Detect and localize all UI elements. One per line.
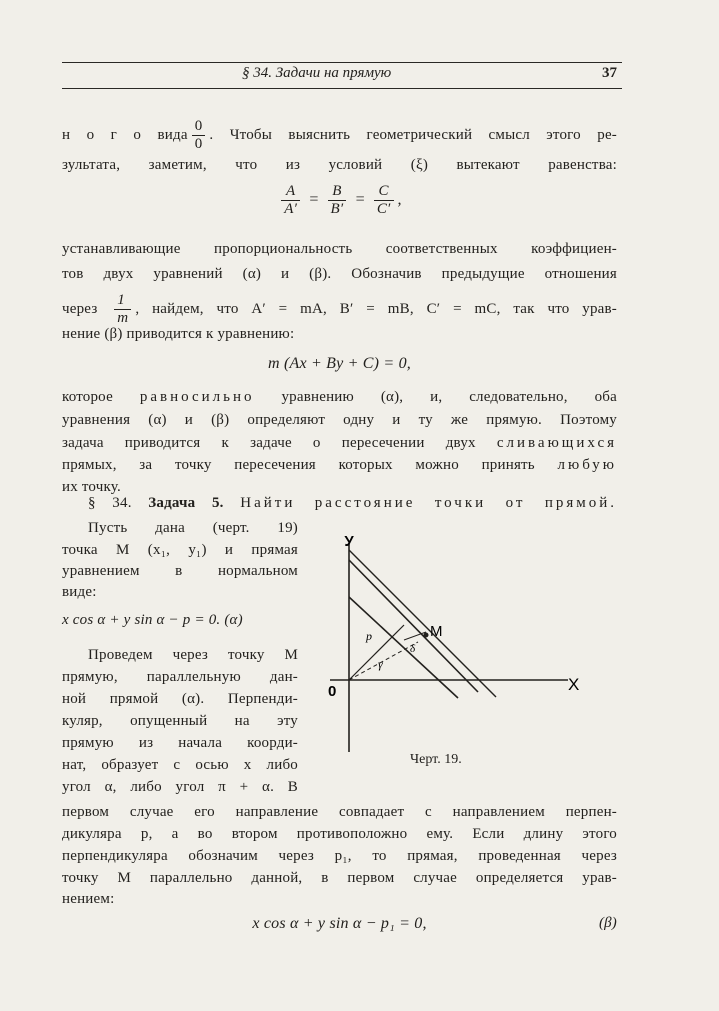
- text-line: их точку.: [62, 479, 121, 495]
- text-line: нение (β) приводится к уравнению:: [62, 326, 295, 342]
- equation-number: (β): [598, 915, 617, 931]
- outer-line: [349, 550, 496, 697]
- label-o: 0: [328, 683, 337, 700]
- equation-beta: x cos α + y sin α − p₁ = 0,: [252, 915, 427, 932]
- text-line: прямых, за точку пересечения которых можно принять любую: [62, 457, 617, 473]
- page-number: 37: [602, 65, 617, 81]
- fraction: $\frac{1}{m}$: [114, 292, 131, 327]
- text-line: задача приводится к задаче о пересечении двух сливающихся: [62, 435, 617, 451]
- text-line: нением:: [62, 891, 115, 907]
- text-line: ной прямой (α). Перпенди-: [62, 691, 298, 707]
- text-line: устанавливающие пропорциональность соответственных коэффициен-: [62, 241, 617, 257]
- label-y: У: [344, 533, 354, 550]
- text-line: дикуляра p, а во втором противоположно ему. Если длину этого: [62, 826, 617, 842]
- equation-m: m (Ax + By + C) = 0,: [267, 355, 412, 372]
- figure-caption: Черт. 19.: [410, 752, 462, 767]
- equation-ratios: $\frac{A}{A'}$ = $\frac{B}{B'}$ = $\frac{C}{C'}$ ,: [62, 183, 617, 218]
- figure-19: [318, 532, 618, 757]
- section-heading: § 34. Задача 5. Найти расстояние точки от прямой.: [88, 495, 618, 511]
- text-line: виде:: [62, 584, 97, 600]
- header-title: § 34. Задачи на прямую: [242, 65, 392, 81]
- text-line: н о г о вида $\frac{0}{0}$ . Чтобы выяснить геометрический смысл этого ре-: [62, 118, 617, 152]
- label-p: p: [366, 629, 372, 643]
- text-line: перпендикуляра обозначим через p₁, то прямая, проведенная через: [62, 848, 617, 864]
- text-line: нат, образует с осью x либо: [62, 757, 298, 773]
- perpendicular-p: [349, 625, 404, 680]
- parallel-line: [349, 597, 458, 698]
- header-rule-bottom: [62, 88, 622, 89]
- text-line: прямую из начала коорди-: [62, 735, 298, 751]
- text-line: уравнения (α) и (β) определяют одну и ту же прямую. Поэтому: [62, 412, 617, 428]
- point-m: [424, 633, 429, 638]
- text-line: угол α, либо угол π + α. В: [62, 779, 298, 795]
- running-header: [62, 65, 617, 87]
- given-line: [349, 560, 478, 692]
- label-x: X: [568, 675, 580, 694]
- header-rule-top: [62, 62, 622, 63]
- perpendicular-p1: [349, 642, 418, 680]
- fraction: $\frac{0}{0}$: [192, 118, 206, 153]
- text-line: которое равносильно уравнению (α), и, следовательно, оба: [62, 389, 617, 405]
- label-m: M: [430, 623, 443, 640]
- equation-alpha: x cos α + y sin α − p = 0. (α): [62, 612, 243, 628]
- text-line: точка M (x₁, y₁) и прямая: [62, 542, 298, 558]
- label-delta: δ: [410, 643, 416, 655]
- text-line: через $\frac{1}{m}$ , найдем, что A′ = mA, B′ = mB, C′ = mC, так что урав-: [62, 292, 617, 326]
- text-line: тов двух уравнений (α) и (β). Обозначив предыдущие отношения: [62, 266, 617, 282]
- text-line: куляр, опущенный на эту: [62, 713, 298, 729]
- label-gamma: γ: [378, 657, 383, 671]
- text-line: первом случае его направление совпадает с направлением перпен-: [62, 804, 617, 820]
- text-line: точку M параллельно данной, в первом случае определяется урав-: [62, 870, 617, 886]
- text-line: Проведем через точку M: [88, 647, 298, 663]
- text-line: Пусть дана (черт. 19): [88, 520, 298, 536]
- text-line: уравнением в нормальном: [62, 563, 298, 579]
- text-line: прямую, параллельную дан-: [62, 669, 298, 685]
- text-line: зультата, заметим, что из условий (ξ) вытекают равенства:: [62, 157, 617, 173]
